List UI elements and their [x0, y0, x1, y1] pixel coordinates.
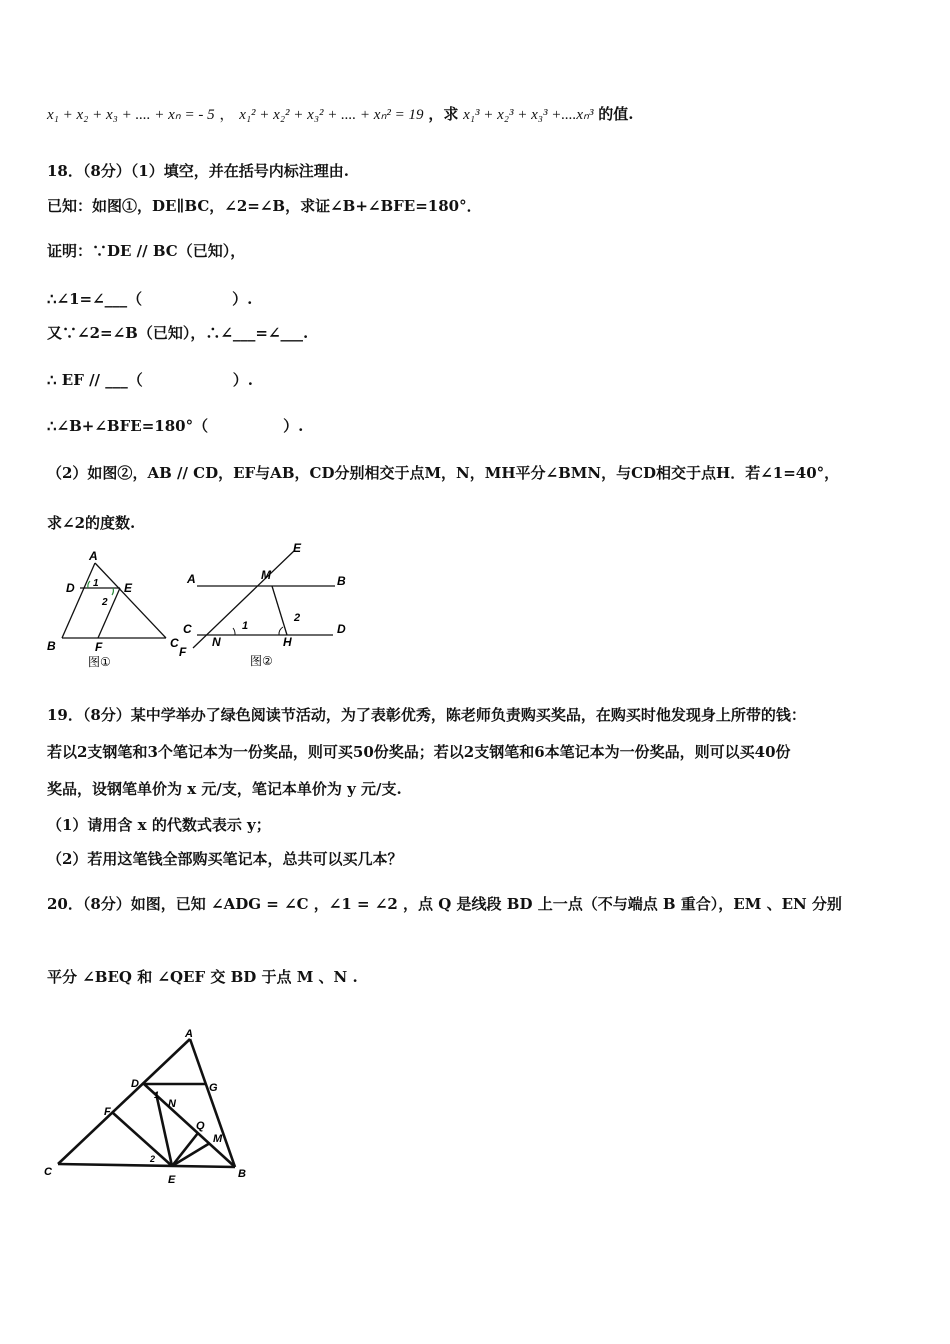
- figure-3: [38, 1025, 258, 1195]
- q17-eq1: x₁ + x₂ + x₃ + .... + xₙ = - 5: [47, 107, 215, 123]
- fig1-label-A: A: [89, 549, 98, 563]
- fig2-caption: 图②: [250, 654, 273, 668]
- q19-line5: （2）若用这笔钱全部购买笔记本，总共可以买几本？: [47, 850, 403, 868]
- fig1-label-B: B: [47, 639, 56, 653]
- fig1-label-C: C: [170, 636, 179, 650]
- fig1-label-E: E: [124, 581, 133, 595]
- fig3-angle-2: 2: [150, 1154, 156, 1164]
- q17-line: x₁ + x₂ + x₃ + .... + xₙ = - 5 ， x₁² + x₂² + x₃² + .... + xₙ² = 19 ，求 x₁³ + x₂³ + x₃³ +....xₙ³ 的值.: [47, 105, 634, 123]
- q18-step4: ∴∠B+∠BFE=180°（ ）.: [47, 417, 304, 435]
- fig2-label-F: F: [179, 645, 187, 659]
- q17-eq2: x₁² + x₂² + x₃² + .... + xₙ² = 19: [239, 107, 424, 123]
- q17-eq3: x₁³ + x₂³ + x₃³ +....xₙ³: [463, 107, 594, 123]
- fig3-label-M: M: [213, 1133, 223, 1145]
- fig3-label-C: C: [44, 1166, 52, 1178]
- fig3-label-G: G: [209, 1082, 218, 1094]
- q17-end: 的值.: [598, 105, 634, 123]
- q19-line1: 19．（8分）某中学举办了绿色阅读节活动，为了表彰优秀，陈老师负责购买奖品，在购买时他发现身上所带的钱：: [47, 706, 806, 724]
- fig1-caption: 图①: [88, 655, 111, 669]
- fig1-angle-1: 1: [93, 578, 99, 589]
- q19-line3: 奖品，设钢笔单价为 x 元/支，笔记本单价为 y 元/支.: [47, 780, 402, 798]
- fig2-label-B: B: [337, 574, 346, 588]
- fig3-label-F: F: [104, 1106, 111, 1118]
- q18-part2b: 求∠2的度数.: [47, 514, 136, 532]
- fig2-label-N: N: [212, 635, 221, 649]
- q19-line4: （1）请用含 x 的代数式表示 y；: [47, 816, 271, 834]
- q18-step2: 又∵∠2=∠B（已知），∴∠___=∠___.: [47, 324, 309, 342]
- fig3-label-Q: Q: [196, 1120, 205, 1132]
- fig2-label-H: H: [283, 635, 292, 649]
- fig3-label-E: E: [168, 1174, 176, 1186]
- figure-1: [40, 545, 190, 670]
- fig3-label-D: D: [131, 1078, 139, 1090]
- q17-ask: ，求: [428, 105, 459, 123]
- q18-part2: （2）如图②，AB // CD，EF与AB，CD分别相交于点M，N，MH平分∠BMN，与CD相交于点H．若∠1=40°，: [47, 464, 840, 482]
- fig1-angle-2: 2: [102, 597, 108, 608]
- q18-step3: ∴ EF // ___（ ）.: [47, 371, 253, 389]
- fig2-label-A: A: [187, 572, 196, 586]
- fig2-angle-2: 2: [294, 612, 301, 624]
- fig2-label-E: E: [293, 541, 302, 555]
- q18-step1: ∴∠1=∠___（ ）.: [47, 290, 253, 308]
- q18-proof: 证明：∵DE // BC（已知），: [47, 242, 246, 260]
- fig3-label-A: A: [185, 1028, 193, 1040]
- q18-head: 18．（8分）（1）填空，并在括号内标注理由.: [47, 162, 349, 180]
- fig1-label-D: D: [66, 581, 75, 595]
- fig3-label-B: B: [238, 1168, 246, 1180]
- q20-line1: 20．（8分）如图，已知 ∠ADG = ∠C ，∠1 = ∠2 ，点 Q 是线段 BD 上一点（不与端点 B 重合），EM 、EN 分别: [47, 895, 842, 913]
- fig2-angle-1: 1: [242, 620, 249, 632]
- fig2-label-M: M: [261, 568, 271, 582]
- q19-line2: 若以2支钢笔和3个笔记本为一份奖品，则可买50份奖品；若以2支钢笔和6本笔记本为一份奖品，则可以买40份: [47, 743, 791, 761]
- q18-given: 已知：如图①，DE∥BC，∠2=∠B，求证∠B+∠BFE=180°．: [47, 197, 482, 215]
- fig1-label-F: F: [95, 640, 103, 654]
- fig3-angle-1: 1: [154, 1090, 160, 1100]
- fig3-label-N: N: [168, 1098, 176, 1110]
- fig2-label-C: C: [183, 622, 192, 636]
- fig2-label-D: D: [337, 622, 346, 636]
- figure-2: [175, 538, 360, 668]
- q20-line2: 平分 ∠BEQ 和 ∠QEF 交 BD 于点 M 、N .: [47, 968, 358, 986]
